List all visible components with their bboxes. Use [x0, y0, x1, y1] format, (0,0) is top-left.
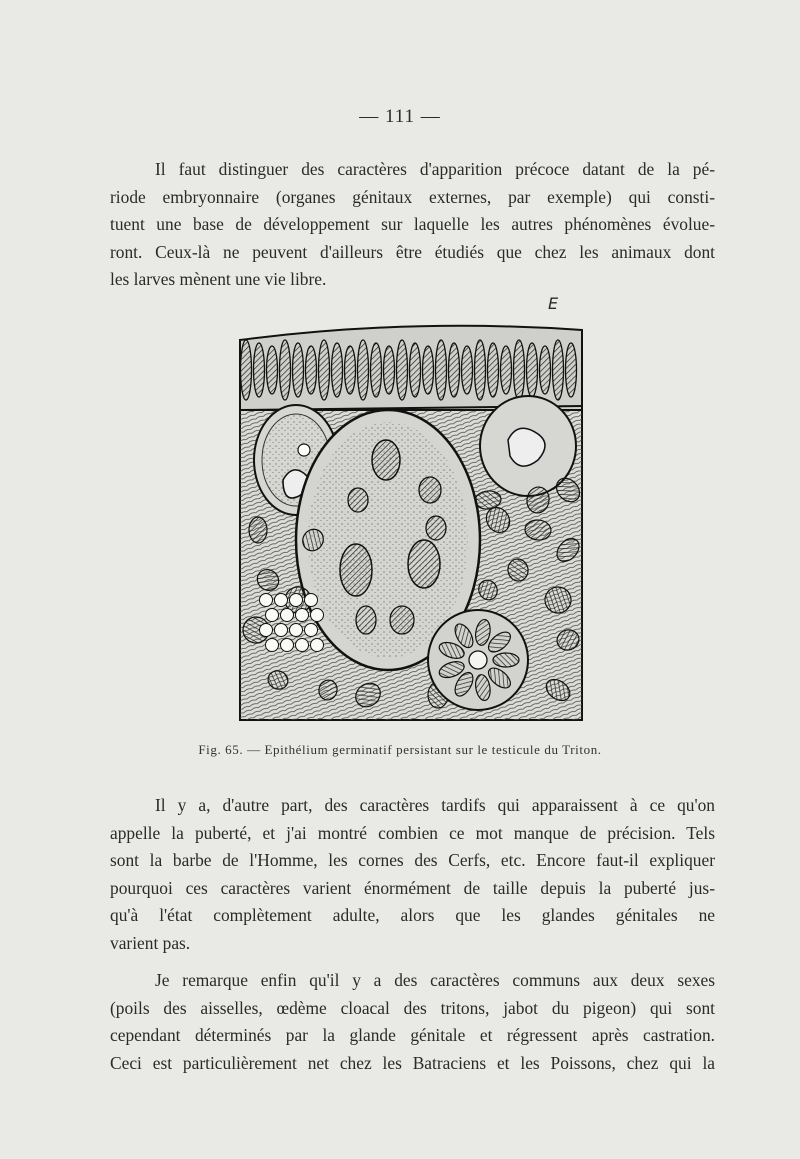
- paragraph-line: tuent une base de développement sur laquelle les autres phénomènes évolue-: [110, 214, 715, 235]
- paragraph-line: appelle la puberté, et j'ai montré combien ce mot manque de précision. Tels: [110, 822, 715, 843]
- paragraph-line: ront. Ceux-là ne peuvent d'ailleurs être étudiés que chez les animaux dont: [110, 241, 715, 262]
- paragraph-line: qu'à l'état complètement adulte, alors que les glandes génitales ne: [110, 905, 715, 926]
- figure-label-letter: E: [548, 294, 559, 313]
- paragraph-line: cependant déterminés par la glande génitale et régressent après castration.: [110, 1025, 715, 1046]
- paragraph-3: [110, 967, 715, 1077]
- paragraph-line: Ceci est particulièrement net chez les Batraciens et les Poissons, chez qui la: [110, 1052, 715, 1073]
- paragraph-line: pourquoi ces caractères varient énormément de taille depuis la puberté jus-: [110, 877, 715, 898]
- paragraph-1: [110, 156, 715, 294]
- paragraph-2: [110, 792, 715, 958]
- paragraph-line: riode embryonnaire (organes génitaux externes, par exemple) qui consti-: [110, 186, 715, 207]
- paragraph-line: Je remarque enfin qu'il y a des caractères communs aux deux sexes: [155, 970, 715, 990]
- page-number: — 111 —: [359, 106, 441, 127]
- figure-illustration: [238, 300, 584, 722]
- paragraph-line: sont la barbe de l'Homme, les cornes des Cerfs, etc. Encore faut-il expliquer: [110, 850, 715, 871]
- paragraph-line: Il y a, d'autre part, des caractères tardifs qui apparaissent à ce qu'on: [155, 795, 715, 815]
- paragraph-line: varient pas.: [110, 932, 191, 953]
- paragraph-line: les larves mènent une vie libre.: [110, 269, 327, 290]
- paragraph-line: Il faut distinguer des caractères d'apparition précoce datant de la pé-: [155, 159, 715, 179]
- figure-caption: Fig. 65. — Epithélium germinatif persistant sur le testicule du Triton.: [198, 742, 602, 757]
- histology-drawing: [238, 300, 584, 722]
- paragraph-line: (poils des aisselles, œdème cloacal des tritons, jabot du pigeon) qui sont: [110, 997, 715, 1018]
